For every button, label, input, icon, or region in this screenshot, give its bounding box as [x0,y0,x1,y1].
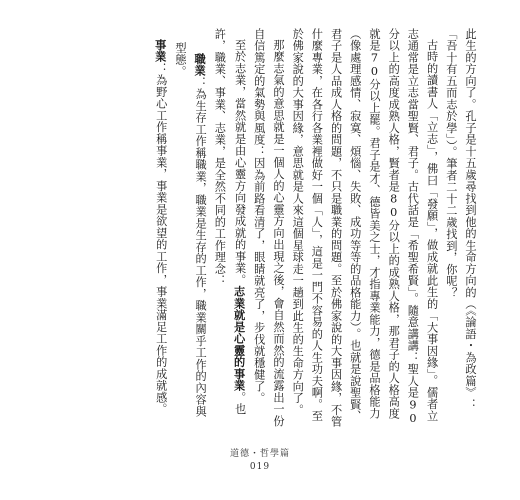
definition-item-job [171,42,210,428]
paragraph-1: 此生的方向了。孔子是十五歲尋找到他的生命方向的（《論語・為政篇》：「吾十有五而志於學」）。筆者二十二歲找到，你呢？ [444,28,477,411]
paragraph-4-text: 至於志業，當然就是由心靈方向發成就的事業。 [233,39,247,286]
page-footer [0,448,520,474]
page-number: 019 [249,462,271,472]
definition-term-career: 事業 [153,39,168,63]
definition-body-job: ：為生存工作稱職業，職業是生存的工作，職業關乎工作的內容與型態。 [173,42,208,418]
vertical-text-block [40,28,480,428]
paragraph-4-emphasis: 志業就是心靈的事業 [232,285,247,392]
paragraph-3: 那麼志氣的意思就是一個人的心靈方向出現之後，會自然而然的流露出一份自信篤定的氣勢與風度：因為前路看清了，眼睛就亮了，步伐就穩健了。 [252,28,285,427]
paragraph-4 [210,28,249,428]
definition-body-career: ：為野心工作稱事業，事業是欲望的工作，事業滿足工作的成就感。 [154,62,168,416]
running-head: 道德・哲學篇 [229,449,290,459]
definition-term-job: 職業 [193,53,208,77]
paragraph-4-text-end: 。也許，職業、事業、志業，是全然不同的工作理念： [213,28,247,416]
definition-item-career [151,28,171,428]
paragraph-2: 古時的讀書人「立志」，佛曰「發願」，做成就此生的「大事因緣」。儒者立志通常是立志當聖賢、君子。古代話是「希聖希賢」。隨意講講：聖人是90分以上的高度成熟人格，賢者是80分以上的成熟人格，那君子的人格高度就是70分以上罷。君子是才、德皆美之士，才指專業能力，德是品格能力（像處理感情、寂寞、煩惱、失敗、成功等等的品格能力）。也就是說聖賢、君子是人品成人格的問題，不只是職業的問題。至於佛家說的大事因緣，不管什麼專業，在各行各業裡做好一個「人」，這是一門不容易的人生功夫啊。至於佛家說的大事因緣，意思就是人來這個星球走一趟到此生的生命方向了。 [291,28,439,428]
